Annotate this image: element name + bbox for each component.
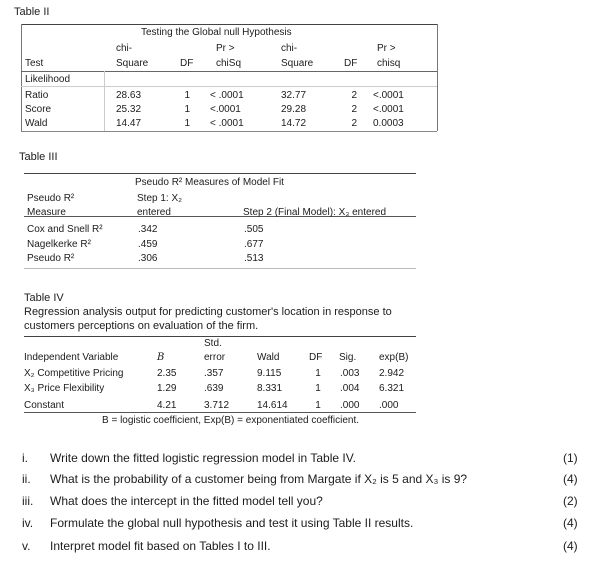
table4-header-df: DF [309,352,323,363]
table3-cell: Cox and Snell R² [27,224,103,235]
table4-cell: 4.21 [157,400,177,411]
table3-cell: .459 [138,239,158,250]
question-number: ii. [22,472,31,486]
table4-cell: 3.712 [204,400,230,411]
table4-cell: X₂ Competitive Pricing [24,368,124,379]
table4-caption-line1: Regression analysis output for predicting customer's location in response to [24,306,392,318]
table2-heading: Testing the Global null Hypothesis [141,27,292,38]
table4-cell: 1 [315,383,321,394]
table4-header-wald: Wald [257,352,280,363]
table4-cell: 1.29 [157,383,177,394]
table2-cell: 28.63 [116,90,142,101]
table2-cell: <.0001 [373,104,404,115]
question-marks: (4) [563,472,578,486]
table2-row-label: Likelihood [25,74,71,85]
table4-bottom-border [24,412,416,413]
table2-cell: < .0001 [210,118,244,129]
question-number: v. [22,539,31,553]
question-text: Formulate the global null hypothesis and test it using Table II results. [50,516,414,530]
table2-cell: <.0001 [373,90,404,101]
question-marks: (1) [563,451,578,465]
table3-label: Table III [19,151,58,163]
table3-col1-line2: Measure [27,207,66,218]
table4-cell: 9.115 [257,368,282,379]
table4-cell: 1 [315,368,321,379]
table2-cell: Wald [25,118,48,129]
table3-step2-header [243,207,386,218]
table2-left-border [21,24,22,131]
table2-header-chi1: chi- [116,43,133,54]
table2-header-df1: DF [180,58,194,69]
question-number: iii. [22,494,34,508]
table2-header-df2: DF [344,58,358,69]
table2-top-border [21,24,437,25]
table4-cell: .000 [340,400,360,411]
question-marks: (2) [563,494,578,508]
table3-step1-line2: entered [137,207,171,218]
table2-cell: 32.77 [281,90,307,101]
table2-cell: 29.28 [281,104,307,115]
table2-cell: Ratio [25,90,49,101]
question-text: What is the probability of a customer being from Margate if X₂ is 5 and X₃ is 9? [50,472,468,486]
table4-cell: 6.321 [379,383,405,394]
table4-footnote: B = logistic coefficient, Exp(B) = exponentiated coefficient. [102,415,360,426]
table3-heading-prefix: Pseudo R² [135,177,183,188]
question-text: Interpret model fit based on Tables I to III. [50,539,271,553]
table3-top-border [24,173,416,174]
table3-cell: .342 [138,224,158,235]
table4-cell: 2.35 [157,368,177,379]
table3-cell: .505 [244,224,264,235]
table2-cell: Score [25,104,52,115]
table2-header-square2: Square [281,58,314,69]
table4-cell: X₃ Price Flexibility [24,383,105,394]
table4-cell: .004 [340,383,360,394]
table2-right-border [437,24,438,131]
table2-cell: 1 [184,118,190,129]
table2-cell: <.0001 [210,104,241,115]
table4-header-error: error [204,352,226,363]
table2-cell: 25.32 [116,104,142,115]
table3-step2-suffix: entered [352,207,387,218]
table3-cell: .677 [244,239,264,250]
table4-cell: 1 [315,400,321,411]
table4-std-label: Std. [204,338,222,349]
table4-cell: 2.942 [379,368,405,379]
table2-cell: 14.47 [116,118,142,129]
table4-cell: 8.331 [257,383,283,394]
table2-header-test: Test [25,58,44,69]
table4-header-variable: Independent Variable [24,352,119,363]
table4-top-border [24,336,416,337]
question-text: What does the intercept in the fitted model tell you? [50,494,323,508]
question-text: Write down the fitted logistic regression model in Table IV. [50,451,356,465]
table3-bottom-border [24,268,416,269]
table3-heading [135,177,284,188]
table3-cell: .513 [244,253,264,264]
question-number: iv. [22,516,34,530]
question-marks: (4) [563,539,578,553]
table2-header-chi2: chi- [281,43,298,54]
table4-label: Table IV [24,292,64,304]
table2-label: Table II [14,6,50,18]
question-number: i. [22,451,28,465]
table3-step1-line1: Step 1: X₂ [137,193,183,204]
table4-header-expb: exp(B) [379,352,409,363]
question-marks: (4) [563,516,578,530]
table3-cell: Nagelkerke R² [27,239,91,250]
table2-cell: 14.72 [281,118,307,129]
table3-heading-suffix: Measures of Model Fit [185,177,284,188]
table2-cell: 2 [351,118,357,129]
table2-col-rule [104,71,105,131]
table2-header-chisq2: chisq [377,58,401,69]
table2-cell: 1 [184,104,190,115]
table2-cell: 2 [351,90,357,101]
table4-cell: .000 [379,400,399,411]
table4-cell: Constant [24,400,65,411]
table2-cell: 0.0003 [373,118,404,129]
table4-cell: .003 [340,368,360,379]
table3-cell: .306 [138,253,158,264]
table4-header-b: B [157,352,165,363]
table2-cell: 2 [351,104,357,115]
table4-cell: .639 [204,383,224,394]
table2-cell: 1 [184,90,190,101]
table3-col1-line1: Pseudo R² [27,193,75,204]
table2-row-rule [21,86,437,87]
table4-cell: 14.614 [257,400,288,411]
table3-step2-prefix: Step 2 (Final Model): X₃ [243,207,350,218]
table4-header-sig: Sig. [339,352,357,363]
table2-header-pr1: Pr > [216,43,235,54]
table2-cell: < .0001 [210,90,244,101]
table2-header-chisq1: chiSq [216,58,242,69]
table2-header-pr2: Pr > [377,43,396,54]
table2-bottom-border [21,131,437,132]
table4-caption-line2: customers perceptions on evaluation of the firm. [24,320,259,332]
table2-header-square1: Square [116,58,149,69]
table3-cell: Pseudo R² [27,253,75,264]
table4-cell: .357 [204,368,224,379]
table2-header-rule [21,71,437,72]
